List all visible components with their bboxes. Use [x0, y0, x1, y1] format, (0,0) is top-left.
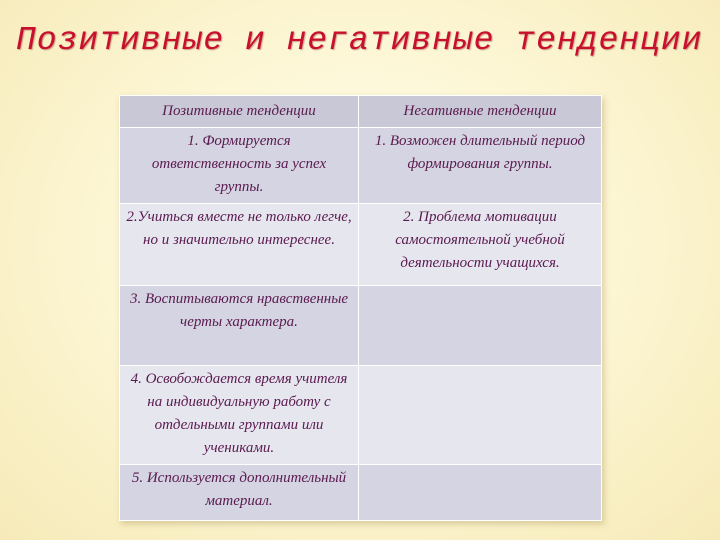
trends-table: [119, 95, 602, 521]
slide-title: Позитивные и негативные тенденции: [16, 22, 703, 59]
table-row: [120, 366, 602, 465]
positive-cell: 5. Используется дополнительный материал.: [120, 465, 359, 521]
positive-cell: 2.Учиться вместе не только легче, но и значительно интереснее.: [120, 204, 359, 286]
header-negative: Негативные тенденции: [359, 96, 602, 128]
table-row: [120, 286, 602, 366]
positive-cell: 3. Воспитываются нравственные черты характера.: [120, 286, 359, 366]
table-row: [120, 204, 602, 286]
negative-cell: 1. Возможен длительный период формирования группы.: [359, 128, 602, 204]
negative-cell-empty: [359, 465, 602, 521]
table-row: [120, 128, 602, 204]
table-header-row: [120, 96, 602, 128]
positive-cell: 1. Формируется ответственность за успех группы.: [120, 128, 359, 204]
negative-cell-empty: [359, 366, 602, 465]
negative-cell: 2. Проблема мотивации самостоятельной учебной деятельности учащихся.: [359, 204, 602, 286]
positive-cell: 4. Освобождается время учителя на индивидуальную работу с отдельными группами или учениками.: [120, 366, 359, 465]
table-row: [120, 465, 602, 521]
header-positive: Позитивные тенденции: [120, 96, 359, 128]
negative-cell-empty: [359, 286, 602, 366]
